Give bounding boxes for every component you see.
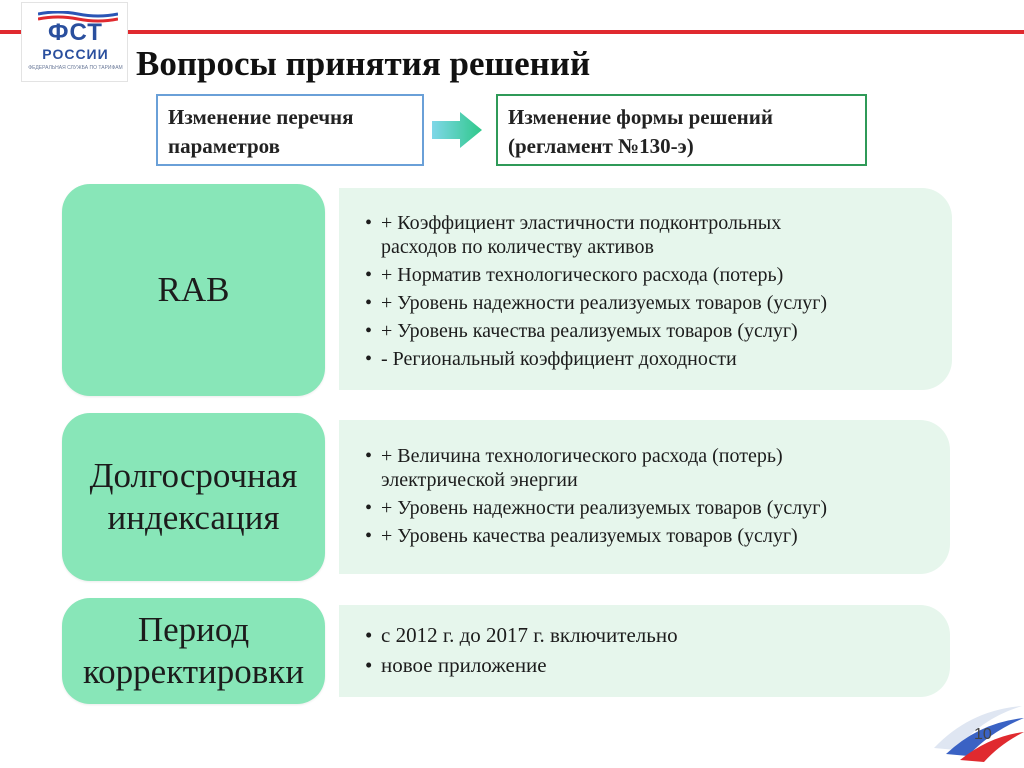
bullet-list xyxy=(339,444,950,548)
to-box-line1: Изменение формы решений xyxy=(508,105,773,129)
list-item xyxy=(339,652,950,679)
list-item xyxy=(339,444,950,492)
page-number: 10 xyxy=(974,726,992,743)
list-item-text: • + Коэффициент эластичности подконтрольных xyxy=(381,212,782,234)
row-label-text: Период xyxy=(137,610,250,649)
row-label-rab xyxy=(62,184,325,396)
row-label-long-term-indexation xyxy=(62,413,325,581)
from-box-line1: Изменение перечня xyxy=(168,105,354,129)
list-item-text: расходов по количеству активов xyxy=(381,236,654,258)
list-item xyxy=(339,496,950,520)
logo-name: ФСТ xyxy=(48,19,103,46)
row-label-text: RAB xyxy=(157,270,230,309)
header-rule xyxy=(0,30,1024,34)
list-item-text: • + Уровень качества реализуемых товаров (услуг) xyxy=(381,525,798,547)
list-item xyxy=(339,622,950,649)
logo xyxy=(21,2,128,82)
row-label-text: индексация xyxy=(107,498,280,537)
from-box-line2: параметров xyxy=(168,134,280,158)
list-item-text: • с 2012 г. до 2017 г. включительно xyxy=(381,623,678,647)
row-content-rab xyxy=(339,188,952,390)
from-box xyxy=(156,94,424,166)
list-item xyxy=(339,263,952,287)
row-content-adjustment-period xyxy=(339,605,950,697)
list-item xyxy=(339,347,952,371)
right-arrow-icon xyxy=(430,111,484,149)
list-item-text: • + Величина технологического расхода (потерь) xyxy=(381,445,783,467)
list-item-text: • + Уровень качества реализуемых товаров (услуг) xyxy=(381,320,798,342)
list-item-text: электрической энергии xyxy=(381,469,578,491)
list-item xyxy=(339,291,952,315)
bullet-list xyxy=(339,622,950,679)
bullet-list xyxy=(339,211,952,371)
list-item xyxy=(339,211,952,259)
row-label-text: корректировки xyxy=(82,652,305,691)
row-content-long-term-indexation xyxy=(339,420,950,574)
to-box-line2: (регламент №130-э) xyxy=(508,134,694,158)
row-label-text: Долгосрочная xyxy=(89,456,298,495)
list-item-text: • + Уровень надежности реализуемых товаров (услуг) xyxy=(381,497,828,519)
list-item xyxy=(339,524,950,548)
list-item-text: • + Норматив технологического расхода (потерь) xyxy=(381,264,784,286)
list-item-text: • - Региональный коэффициент доходности xyxy=(381,348,737,370)
logo-country: РОССИИ xyxy=(42,46,109,62)
list-item-text: • + Уровень надежности реализуемых товаров (услуг) xyxy=(381,292,828,314)
list-item xyxy=(339,319,952,343)
page-title: Вопросы принятия решений xyxy=(136,44,591,83)
to-box xyxy=(496,94,867,166)
logo-tagline: ФЕДЕРАЛЬНАЯ СЛУЖБА ПО ТАРИФАМ xyxy=(28,65,123,71)
list-item-text: • новое приложение xyxy=(381,653,547,677)
row-label-adjustment-period xyxy=(62,598,325,704)
